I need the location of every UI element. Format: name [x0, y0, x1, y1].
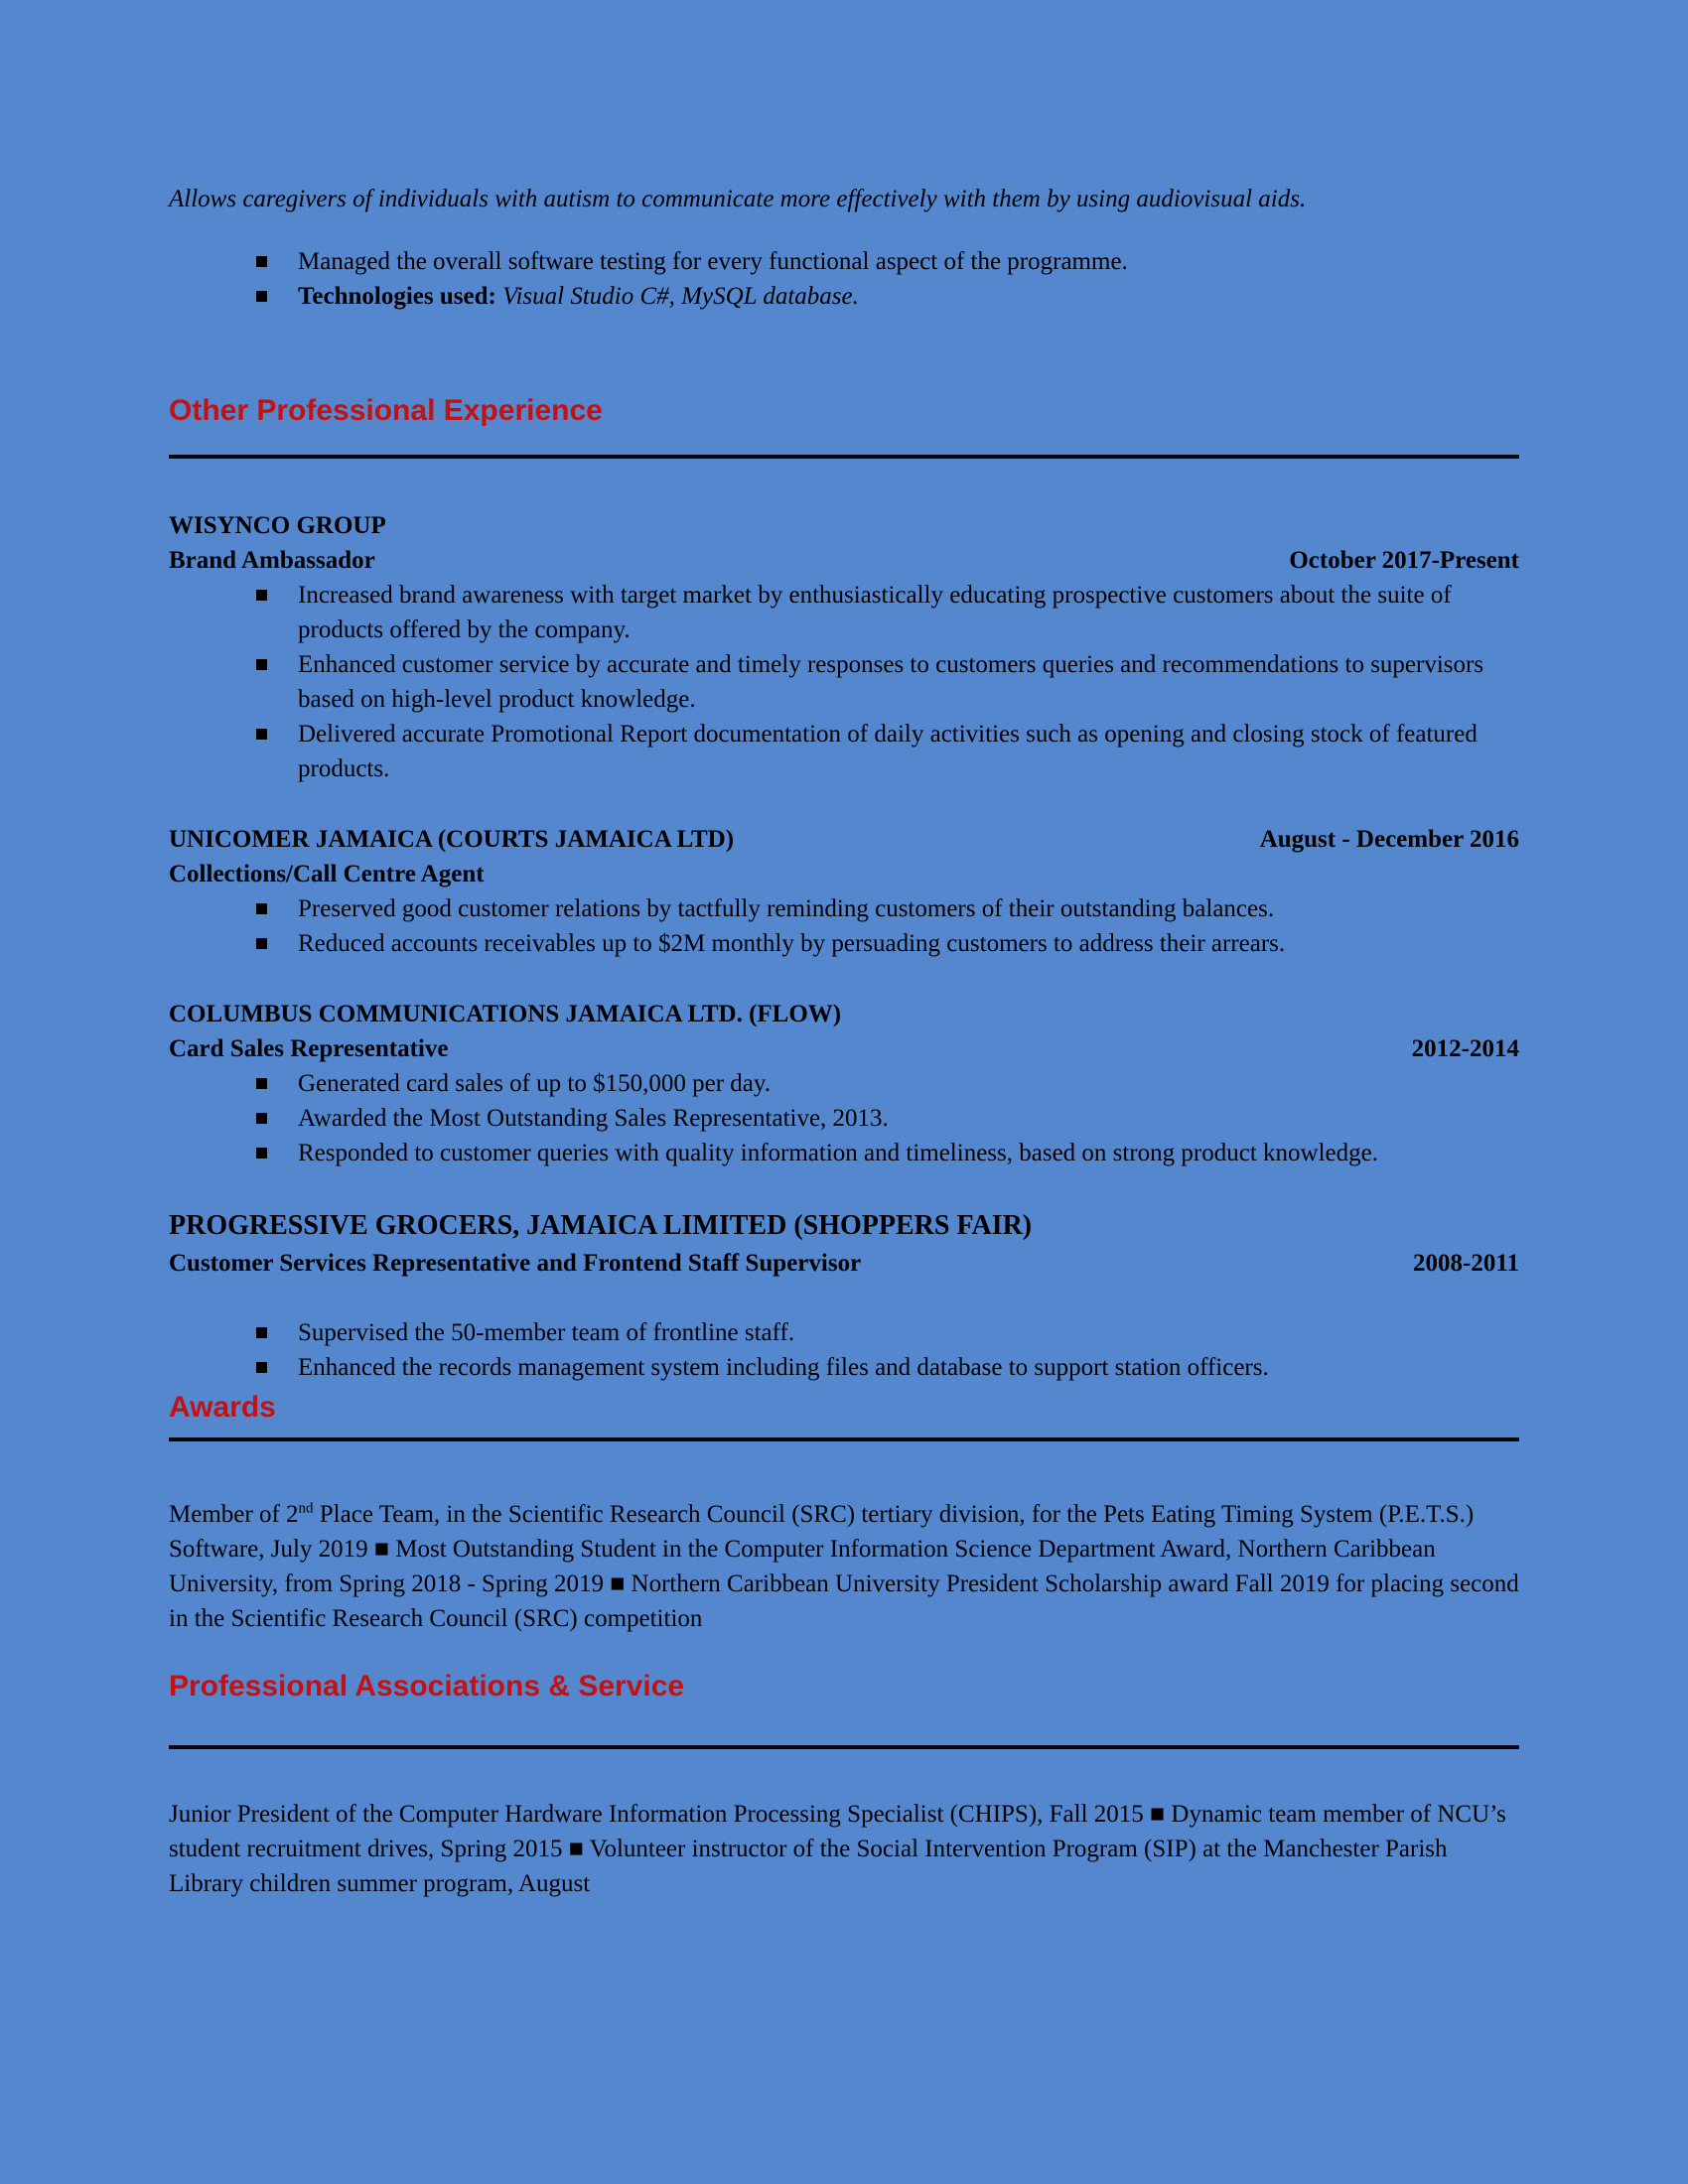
job-bullet-list: [169, 578, 1519, 786]
bullet-text: Awarded the Most Outstanding Sales Representative, 2013.: [298, 1105, 889, 1132]
bullet-text: Reduced accounts receivables up to $2M monthly by persuading customers to address their arrears.: [298, 930, 1286, 957]
job-bullet-list: [169, 891, 1519, 961]
job-dates: 2012-2014: [1411, 1035, 1519, 1062]
job-title: Card Sales Representative: [169, 1035, 449, 1062]
section-divider: [169, 455, 1519, 459]
job-company-line: [169, 508, 1519, 543]
awards-paragraph: [169, 1497, 1519, 1636]
bullet-item: [169, 578, 1519, 647]
job-entry-columbus: [169, 997, 1519, 1170]
bullet-text: Generated card sales of up to $150,000 per day.: [298, 1070, 771, 1097]
resume-page: [169, 0, 1519, 1901]
section-divider: [169, 1745, 1519, 1749]
section-heading-other-experience: Other Professional Experience: [169, 394, 603, 427]
associations-paragraph: Junior President of the Computer Hardware Information Processing Specialist (CHIPS), Fall 2015 ■ Dynamic team member of NCU’s student recruitment drives, Spring 2015 ■ Volunteer instructor of the Social Intervention Program (SIP) at the Manchester Parish Library children summer program, August: [169, 1801, 1506, 1897]
job-bullet-list: [169, 1315, 1519, 1385]
job-company: UNICOMER JAMAICA (COURTS JAMAICA LTD): [169, 826, 735, 853]
bullet-bold-label: Technologies used:: [298, 283, 503, 310]
bullet-item: [169, 244, 1519, 279]
bullet-item: [169, 1136, 1519, 1170]
ordinal-superscript: nd: [298, 1500, 314, 1517]
bullet-text: Preserved good customer relations by tactfully reminding customers of their outstanding balances.: [298, 895, 1275, 922]
section-heading-associations: Professional Associations & Service: [169, 1670, 685, 1703]
bullet-item: [169, 717, 1519, 786]
job-company-line: [169, 822, 1519, 857]
job-dates: August - December 2016: [1259, 826, 1519, 853]
job-title-line: [169, 543, 1519, 578]
job-company-line: [169, 1206, 1519, 1246]
job-entry-unicomer: [169, 822, 1519, 961]
job-title-line: [169, 857, 1519, 891]
job-title: Collections/Call Centre Agent: [169, 861, 485, 887]
bullet-item: [169, 1350, 1519, 1385]
bullet-text: Managed the overall software testing for every functional aspect of the programme.: [298, 248, 1128, 275]
bullet-item: [169, 279, 1519, 314]
bullet-text: Supervised the 50-member team of frontline staff.: [298, 1319, 795, 1346]
job-entry-progressive-grocers: [169, 1206, 1519, 1385]
awards-text-rest: Place Team, in the Scientific Research Council (SRC) tertiary division, for the Pets Eating Timing System (P.E.T.S.) Software, July 2019 ■ Most Outstanding Student in the Computer Information Science Department Award, Northern Caribbean University, from Spring 2018 - Spring 2019 ■ Northern Caribbean University President Scholarship award Fall 2019 for placing second in the Scientific Research Council (SRC) competition: [169, 1501, 1519, 1632]
bullet-text: Delivered accurate Promotional Report documentation of daily activities such as opening and closing stock of featured products.: [298, 721, 1477, 782]
bullet-item: [169, 1101, 1519, 1136]
job-title-line: [169, 1031, 1519, 1066]
job-entry-wisynco: [169, 508, 1519, 786]
section-divider: [169, 1437, 1519, 1441]
job-title-line: [169, 1246, 1519, 1281]
job-company: PROGRESSIVE GROCERS, JAMAICA LIMITED (SHOPPERS FAIR): [169, 1210, 1033, 1241]
intro-bullet-list: [169, 244, 1519, 314]
job-title: Brand Ambassador: [169, 547, 375, 574]
bullet-italic-text: Visual Studio C#, MySQL database.: [502, 283, 859, 310]
bullet-item: [169, 1315, 1519, 1350]
project-description: Allows caregivers of individuals with autism to communicate more effectively with them by using audiovisual aids.: [169, 186, 1307, 212]
job-company-line: [169, 997, 1519, 1031]
bullet-item: [169, 926, 1519, 961]
bullet-text: Increased brand awareness with target market by enthusiastically educating prospective customers about the suite of products offered by the company.: [298, 582, 1452, 643]
bullet-item: [169, 647, 1519, 717]
job-company: WISYNCO GROUP: [169, 512, 386, 539]
section-heading-awards: Awards: [169, 1391, 276, 1424]
bullet-item: [169, 891, 1519, 926]
job-company: COLUMBUS COMMUNICATIONS JAMAICA LTD. (FLOW): [169, 1001, 842, 1027]
bullet-text: Enhanced customer service by accurate and timely responses to customers queries and recommendations to supervisors based on high-level product knowledge.: [298, 651, 1484, 713]
job-dates: 2008-2011: [1413, 1250, 1519, 1277]
bullet-text: Enhanced the records management system including files and database to support station officers.: [298, 1354, 1269, 1381]
bullet-item: [169, 1066, 1519, 1101]
job-title: Customer Services Representative and Frontend Staff Supervisor: [169, 1250, 862, 1277]
awards-text-start: Member of 2: [169, 1501, 299, 1528]
job-bullet-list: [169, 1066, 1519, 1170]
bullet-text: Responded to customer queries with quality information and timeliness, based on strong product knowledge.: [298, 1140, 1378, 1166]
job-dates: October 2017-Present: [1289, 547, 1519, 574]
